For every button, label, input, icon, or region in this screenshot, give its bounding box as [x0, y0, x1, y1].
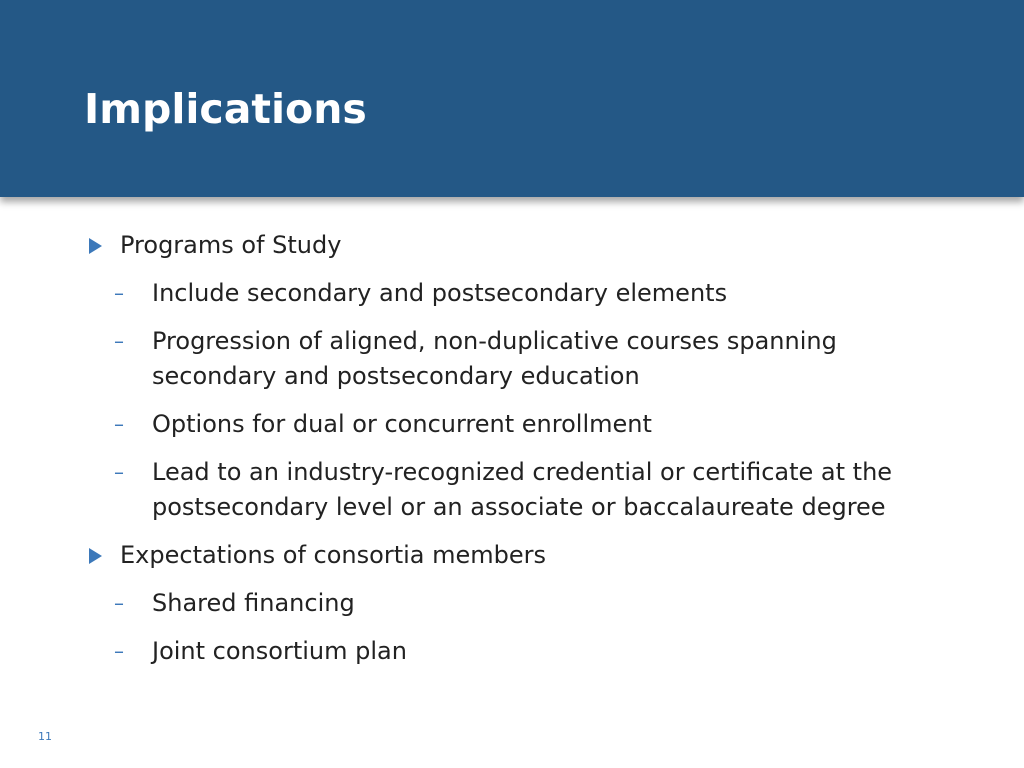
sub-bullet-text: Include secondary and postsecondary elements: [152, 279, 728, 307]
sub-bullet-text: Options for dual or concurrent enrollment: [152, 410, 652, 438]
sub-bullet: [0, 586, 962, 621]
sub-bullet-text: Lead to an industry-recognized credential or certificate at the postsecondary level or an associate or baccalaureate degree: [152, 458, 893, 521]
dash-bullet-icon: –: [114, 460, 124, 484]
slide-content: [0, 228, 1024, 682]
dash-bullet-icon: –: [114, 412, 124, 436]
dash-bullet-icon: –: [114, 591, 124, 615]
sub-bullet: [0, 276, 962, 311]
sub-bullet: [0, 634, 962, 669]
bullet-text: Programs of Study: [120, 231, 342, 259]
title-bar: [0, 0, 1024, 197]
triangle-bullet-icon: [89, 238, 102, 254]
dash-bullet-icon: –: [114, 329, 124, 353]
bullet-text: Expectations of consortia members: [120, 541, 546, 569]
slide-title: Implications: [84, 85, 367, 133]
dash-bullet-icon: –: [114, 639, 124, 663]
sub-bullet-text: Joint consortium plan: [152, 637, 407, 665]
dash-bullet-icon: –: [114, 281, 124, 305]
bullet-expectations-of-consortia: [0, 538, 950, 573]
triangle-bullet-icon: [89, 548, 102, 564]
page-number: 11: [38, 730, 52, 743]
bullet-programs-of-study: [0, 228, 950, 263]
sub-bullet: [0, 455, 962, 525]
sub-bullet: [0, 324, 962, 394]
sub-bullet-text: Progression of aligned, non-duplicative courses spanning secondary and postsecondary education: [152, 327, 837, 390]
sub-bullet-text: Shared financing: [152, 589, 355, 617]
sub-bullet: [0, 407, 962, 442]
